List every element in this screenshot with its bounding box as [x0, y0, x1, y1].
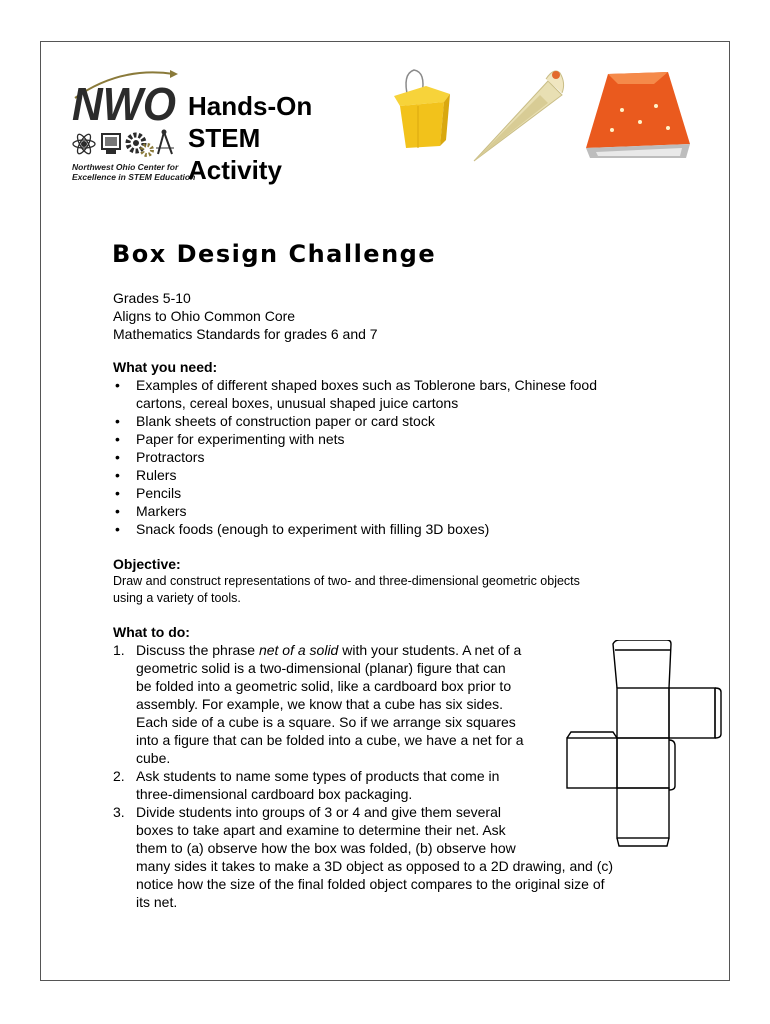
list-item — [113, 484, 597, 502]
step-line — [136, 641, 613, 659]
step-number: 3. — [113, 804, 125, 820]
materials-list — [113, 376, 597, 538]
list-item — [113, 520, 597, 538]
hands-on-title — [188, 90, 312, 186]
step-line: boxes to take apart and examine to determine their net. Ask — [136, 822, 506, 838]
what-to-do-section — [113, 623, 613, 911]
section-heading: What to do: — [113, 624, 190, 640]
logo-tagline — [72, 162, 195, 182]
list-item-line: • Snack foods (enough to experiment with filling 3D boxes) — [136, 521, 490, 537]
intro-line: Mathematics Standards for grades 6 and 7 — [113, 326, 378, 342]
computer-icon — [102, 134, 120, 154]
list-item-line: • Rulers — [136, 467, 177, 483]
step-line: three-dimensional cardboard box packaging. — [136, 786, 413, 802]
list-item-line: • Examples of different shaped boxes such as Toblerone bars, Chinese food — [136, 377, 597, 393]
hands-on-title-line: Activity — [188, 155, 282, 185]
step-emphasis: net of a solid — [258, 642, 339, 658]
logo-text: NWO — [72, 78, 177, 130]
step-line: into a figure that can be folded into a cube, we have a net for a — [136, 732, 524, 748]
step-text: with your students. A net of a — [338, 642, 522, 658]
list-item — [113, 502, 597, 520]
list-item — [113, 412, 597, 430]
intro-line: Grades 5-10 — [113, 290, 191, 306]
list-item-line: cartons, cereal boxes, unusual shaped juice cartons — [136, 395, 459, 411]
chinese-food-box-image — [388, 68, 456, 150]
step-line: Divide students into groups of 3 or 4 and give them several — [136, 804, 501, 820]
step-number: 1. — [113, 642, 125, 658]
document-title: Box Design Challenge — [112, 240, 437, 268]
step-line: Ask students to name some types of products that come in — [136, 768, 500, 784]
what-you-need-section — [113, 358, 597, 538]
step-line: cube. — [136, 750, 171, 766]
cube-net-drawing — [565, 640, 725, 850]
list-item — [113, 448, 597, 466]
list-item-line: • Markers — [136, 503, 187, 519]
hands-on-title-line: Hands-On — [188, 91, 313, 121]
list-item-line: • Paper for experimenting with nets — [136, 431, 345, 447]
objective-line: Draw and construct representations of two- and three-dimensional geometric objects — [113, 574, 580, 588]
objective-text — [113, 573, 580, 607]
step-line: its net. — [136, 894, 178, 910]
step-line: notice how the size of the final folded object compares to the original size of — [136, 876, 605, 892]
list-item-line: • Blank sheets of construction paper or card stock — [136, 413, 435, 429]
step-item — [113, 641, 613, 767]
step-number: 2. — [113, 768, 125, 784]
step-item — [113, 803, 613, 911]
objective-line: using a variety of tools. — [113, 591, 241, 605]
hands-on-title-line: STEM — [188, 123, 261, 153]
intro-block — [113, 289, 378, 343]
logo-tagline-line: Excellence in STEM Education — [72, 172, 196, 182]
list-item — [113, 376, 597, 412]
steps-list — [113, 641, 613, 911]
atom-icon — [73, 132, 95, 155]
compass-icon — [156, 130, 174, 155]
step-line: assembly. For example, we know that a cube has six sides. — [136, 696, 504, 712]
step-line: be folded into a geometric solid, like a cardboard box prior to — [136, 678, 512, 694]
intro-line: Aligns to Ohio Common Core — [113, 308, 296, 324]
list-item — [113, 466, 597, 484]
step-line: Each side of a cube is a square. So if we arrange six squares — [136, 714, 516, 730]
orange-pyramid-box-image — [582, 70, 692, 160]
list-item-line: • Protractors — [136, 449, 205, 465]
step-line: geometric solid is a two-dimensional (planar) figure that can — [136, 660, 506, 676]
section-heading: What you need: — [113, 359, 218, 375]
step-line: them to (a) observe how the box was folded, (b) observe how — [136, 840, 516, 856]
step-text: Discuss the phrase — [136, 642, 259, 658]
list-item — [113, 430, 597, 448]
step-line: many sides it takes to make a 3D object as opposed to a 2D drawing, and (c) — [136, 858, 614, 874]
objective-section — [113, 555, 580, 607]
section-heading: Objective: — [113, 556, 181, 572]
logo-tagline-line: Northwest Ohio Center for — [72, 162, 179, 172]
step-item — [113, 767, 613, 803]
cone-box-image — [470, 65, 570, 165]
gear-icon — [128, 135, 152, 155]
list-item-line: • Pencils — [136, 485, 182, 501]
